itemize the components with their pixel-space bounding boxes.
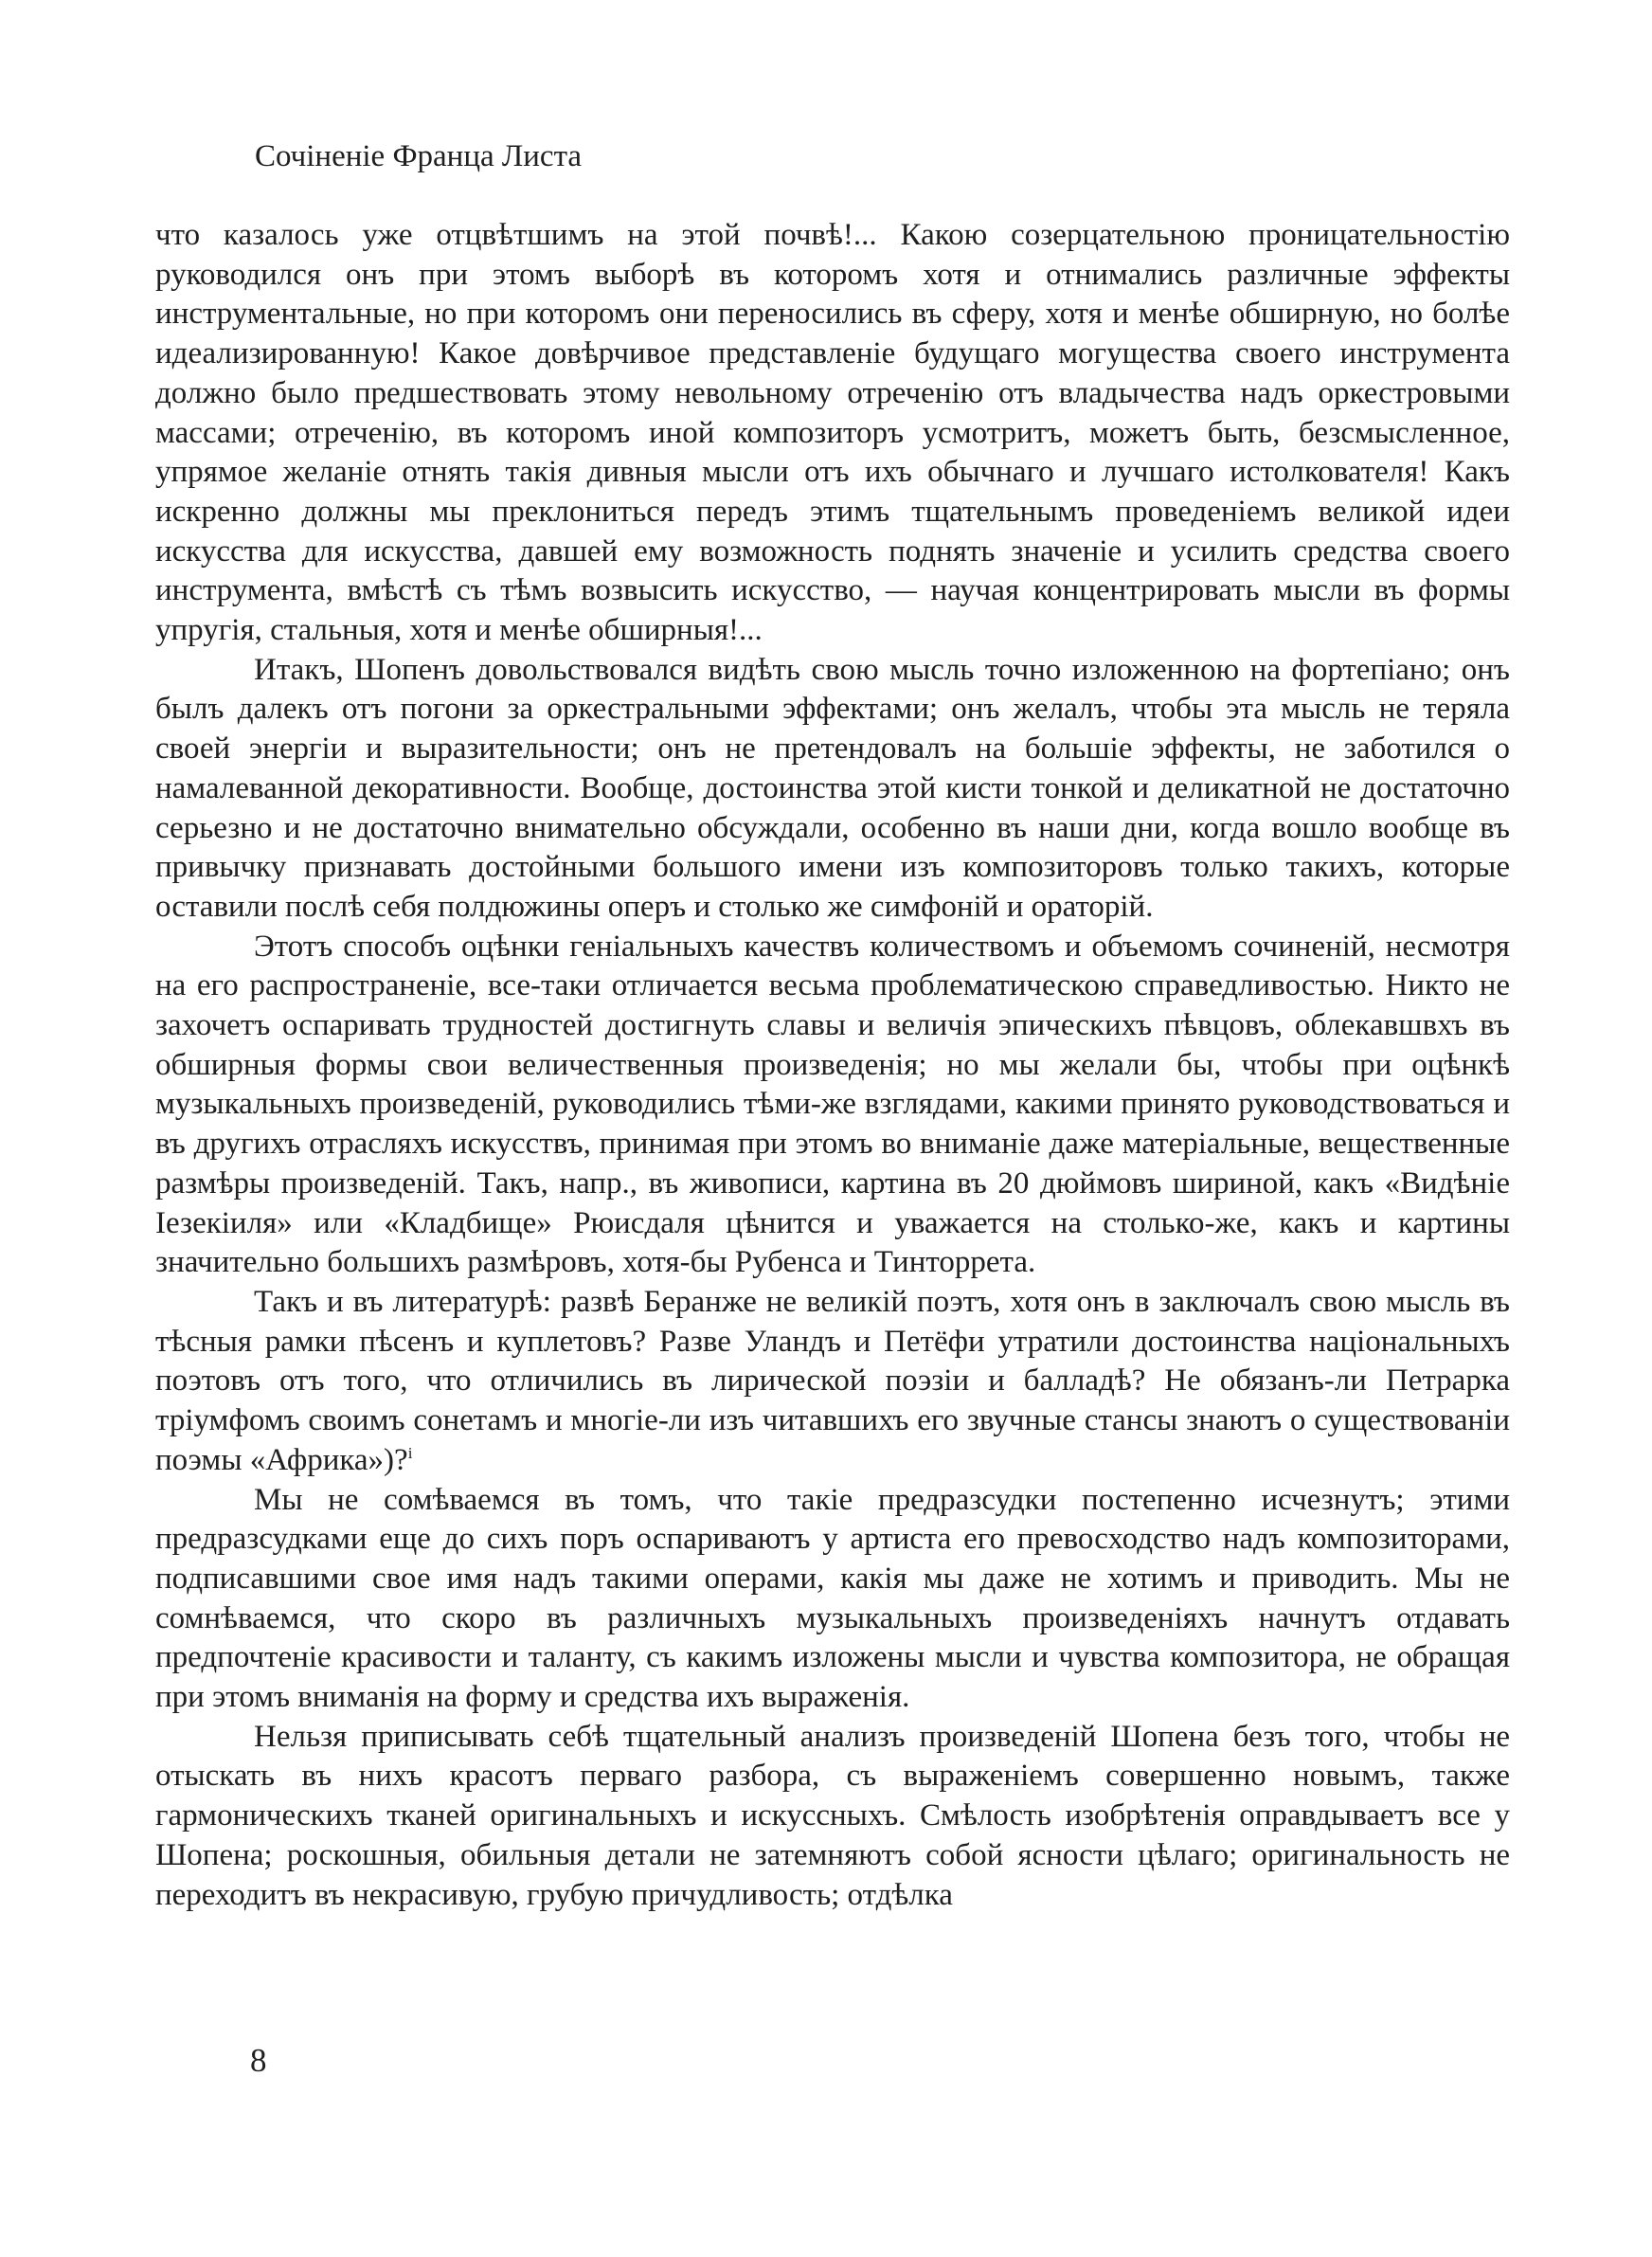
body-text <box>155 216 1510 1915</box>
page-number: 8 <box>250 2042 267 2079</box>
paragraph-5: Мы не сомѣваемся въ томъ, что такiе предразсудки постепенно исчезнутъ; этими предразсудками еще до сихъ поръ оспариваютъ у артиста его превосходство надъ композиторами, подписавшими свое имя надъ такими операми, какiя мы даже не хотимъ и приводить. Мы не сомнѣваемся, что скоро въ различныхъ музыкальныхъ произведенiяхъ начнутъ отдавать предпочтенiе красивости и таланту, съ какимъ изложены мысли и чувства композитора, не обращая при этомъ вниманiя на форму и средства ихъ выраженiя. <box>155 1482 1510 1715</box>
paragraph-3: Этотъ способъ оцѣнки генiальныхъ качествъ количествомъ и объемомъ сочиненiй, несмотря на его распространенiе, все-таки отличается весьма проблематическою справедливостью. Никто не захочетъ оспаривать трудностей достигнуть славы и величiя эпическихъ пѣвцовъ, облекавшвхъ въ обширныя формы свои величественныя произведенiя; но мы желали бы, чтобы при оцѣнкѣ музыкальныхъ произведенiй, руководились тѣми-же взглядами, какими принято руководствоваться и въ другихъ отрасляхъ искусствъ, принимая при этомъ во вниманiе даже матерiальные, вещественные размѣры произведенiй. Такъ, напр., въ живописи, картина въ 20 дюймовъ шириной, какъ «Видѣнiе Iезекiиля» или «Кладбище» Рюисдаля цѣнится и уважается на столько-же, какъ и картины значительно большихъ размѣровъ, хотя-бы Рубенса и Тинторрета. <box>155 929 1510 1280</box>
paragraph-6: Нельзя приписывать себѣ тщательный анализъ произведенiй Шопена безъ того, чтобы не отыскать въ нихъ красотъ перваго разбора, съ выраженiемъ совершенно новымъ, также гармоническихъ тканей оригинальныхъ и искуссныхъ. Смѣлость изобрѣтенiя оправдываетъ все у Шопена; роскошныя, обильныя детали не затемняютъ собой ясности цѣлаго; оригинальность не переходитъ въ некрасивую, грубую причудливость; отдѣлка <box>155 1719 1510 1912</box>
paragraph-4-text: Такъ и въ литературѣ: развѣ Беранже не великiй поэтъ, хотя онъ в заключалъ свою мысль въ тѣсныя рамки пѣсенъ и куплетовъ? Разве Уландъ и Петёфи утратили достоинства нацiональныхъ поэтовъ отъ того, что отличились въ лирической поэзiи и балладѣ? Не обязанъ-ли Петрарка трiумфомъ своимъ сонетамъ и многiе-ли изъ читавшихъ его звучные стансы знаютъ о существованiи поэмы «Африка»)? <box>155 1284 1510 1477</box>
paragraph-4 <box>155 1283 1510 1481</box>
footnote-marker: i <box>407 1443 413 1462</box>
paragraph-1: что казалось уже отцвѣтшимъ на этой почвѣ!... Какою созерцательною проницательностiю руководился онъ при этомъ выборѣ въ которомъ хотя и отнимались различные эффекты инструментальные, но при которомъ они переносились въ сферу, хотя и менѣе обширную, но болѣе идеализированную! Какое довѣрчивое представленiе будущаго могущества своего инструмента должно было предшествовать этому невольному отреченiю отъ владычества надъ оркестровыми массами; отреченiю, въ которомъ иной композиторъ усмотритъ, можетъ быть, безсмысленное, упрямое желанiе отнять такiя дивныя мысли отъ ихъ обычнаго и лучшаго истолкователя! Какъ искренно должны мы преклониться передъ этимъ тщательнымъ проведенiемъ великой идеи искусства для искусства, давшей ему возможность поднять значенiе и усилить средства своего инструмента, вмѣстѣ съ тѣмъ возвысить искусство, — научая концентрировать мысли въ формы упругiя, стальныя, хотя и менѣе обширныя!... <box>155 218 1510 648</box>
running-header: Сочiненiе Франца Листа <box>255 139 583 173</box>
paragraph-2: Итакъ, Шопенъ довольствовался видѣть свою мысль точно изложенною на фортепiано; онъ былъ далекъ отъ погони за оркестральными эффектами; онъ желалъ, чтобы эта мысль не теряла своей энергiи и выразительности; онъ не претендовалъ на большiе эффекты, не заботился о намалеванной декоративности. Вообще, достоинства этой кисти тонкой и деликатной не достаточно серьезно и не достаточно внимательно обсуждали, особенно въ наши дни, когда вошло вообще въ привычку признавать достойными большого имени изъ композиторовъ только такихъ, которые оставили послѣ себя полдюжины оперъ и столько же симфонiй и ораторiй. <box>155 652 1510 924</box>
